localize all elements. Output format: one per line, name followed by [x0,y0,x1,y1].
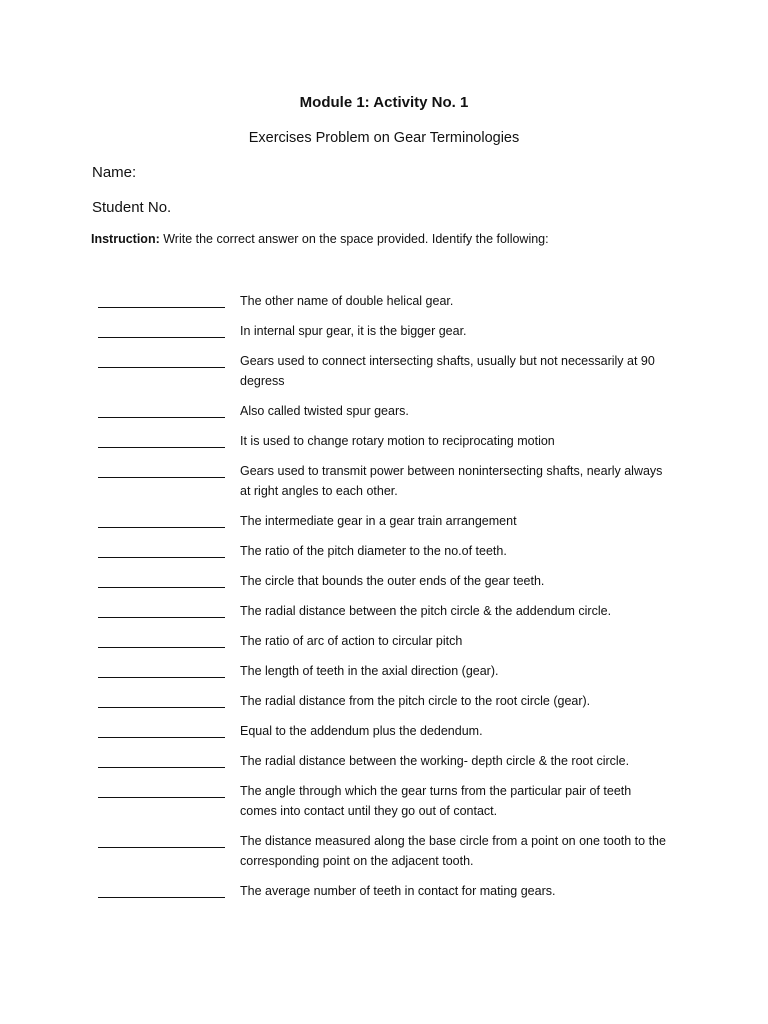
question-text: The distance measured along the base circle from a point on one tooth to the corresponding point on the adjacent tooth. [240,834,666,868]
question-item [0,402,768,421]
answer-blank[interactable] [98,782,225,798]
answer-blank[interactable] [98,322,225,338]
question-item [0,352,768,391]
question-item [0,542,768,561]
answer-blank[interactable] [98,752,225,768]
question-text: The ratio of the pitch diameter to the no.of teeth. [240,544,507,558]
question-text: The circle that bounds the outer ends of the gear teeth. [240,574,545,588]
question-item [0,462,768,501]
question-item [0,572,768,591]
question-item [0,752,768,771]
instruction-text: Write the correct answer on the space provided. Identify the following: [159,232,549,246]
question-item [0,432,768,451]
question-text: It is used to change rotary motion to reciprocating motion [240,434,555,448]
question-item [0,782,768,821]
page-subtitle: Exercises Problem on Gear Terminologies [248,130,520,146]
instruction-label: Instruction: [91,232,160,246]
name-label: Name: [92,164,137,181]
question-text: In internal spur gear, it is the bigger gear. [240,324,467,338]
question-text: The radial distance between the pitch circle & the addendum circle. [240,604,612,618]
answer-blank[interactable] [98,722,225,738]
question-item [0,722,768,741]
question-text: The ratio of arc of action to circular pitch [240,634,463,648]
question-text: The length of teeth in the axial direction (gear). [240,664,499,678]
answer-blank[interactable] [98,602,225,618]
question-text: The other name of double helical gear. [240,294,454,308]
question-text: Also called twisted spur gears. [240,404,409,418]
answer-blank[interactable] [98,462,225,478]
answer-blank[interactable] [98,572,225,588]
instruction [91,232,549,246]
question-text: Gears used to connect intersecting shafts, usually but not necessarily at 90 degress [240,354,655,388]
student-no-label: Student No. [92,199,172,216]
question-text: The average number of teeth in contact for mating gears. [240,884,556,898]
question-item [0,322,768,341]
question-item [0,882,768,901]
answer-blank[interactable] [98,692,225,708]
question-text: The radial distance from the pitch circle to the root circle (gear). [240,694,591,708]
answer-blank[interactable] [98,882,225,898]
answer-blank[interactable] [98,512,225,528]
question-text: Gears used to transmit power between nonintersecting shafts, nearly always at right angles to each other. [240,464,663,498]
question-item [0,512,768,531]
answer-blank[interactable] [98,832,225,848]
question-text: Equal to the addendum plus the dedendum. [240,724,483,738]
page-title: Module 1: Activity No. 1 [299,94,469,111]
question-item [0,632,768,651]
answer-blank[interactable] [98,432,225,448]
answer-blank[interactable] [98,662,225,678]
answer-blank[interactable] [98,542,225,558]
question-list [0,292,768,912]
question-text: The angle through which the gear turns from the particular pair of teeth comes into contact until they go out of contact. [240,784,632,818]
question-item [0,602,768,621]
answer-blank[interactable] [98,292,225,308]
answer-blank[interactable] [98,352,225,368]
question-item [0,662,768,681]
question-text: The intermediate gear in a gear train arrangement [240,514,517,528]
answer-blank[interactable] [98,632,225,648]
question-item [0,832,768,871]
question-item [0,292,768,311]
question-item [0,692,768,711]
question-text: The radial distance between the working- depth circle & the root circle. [240,754,630,768]
answer-blank[interactable] [98,402,225,418]
